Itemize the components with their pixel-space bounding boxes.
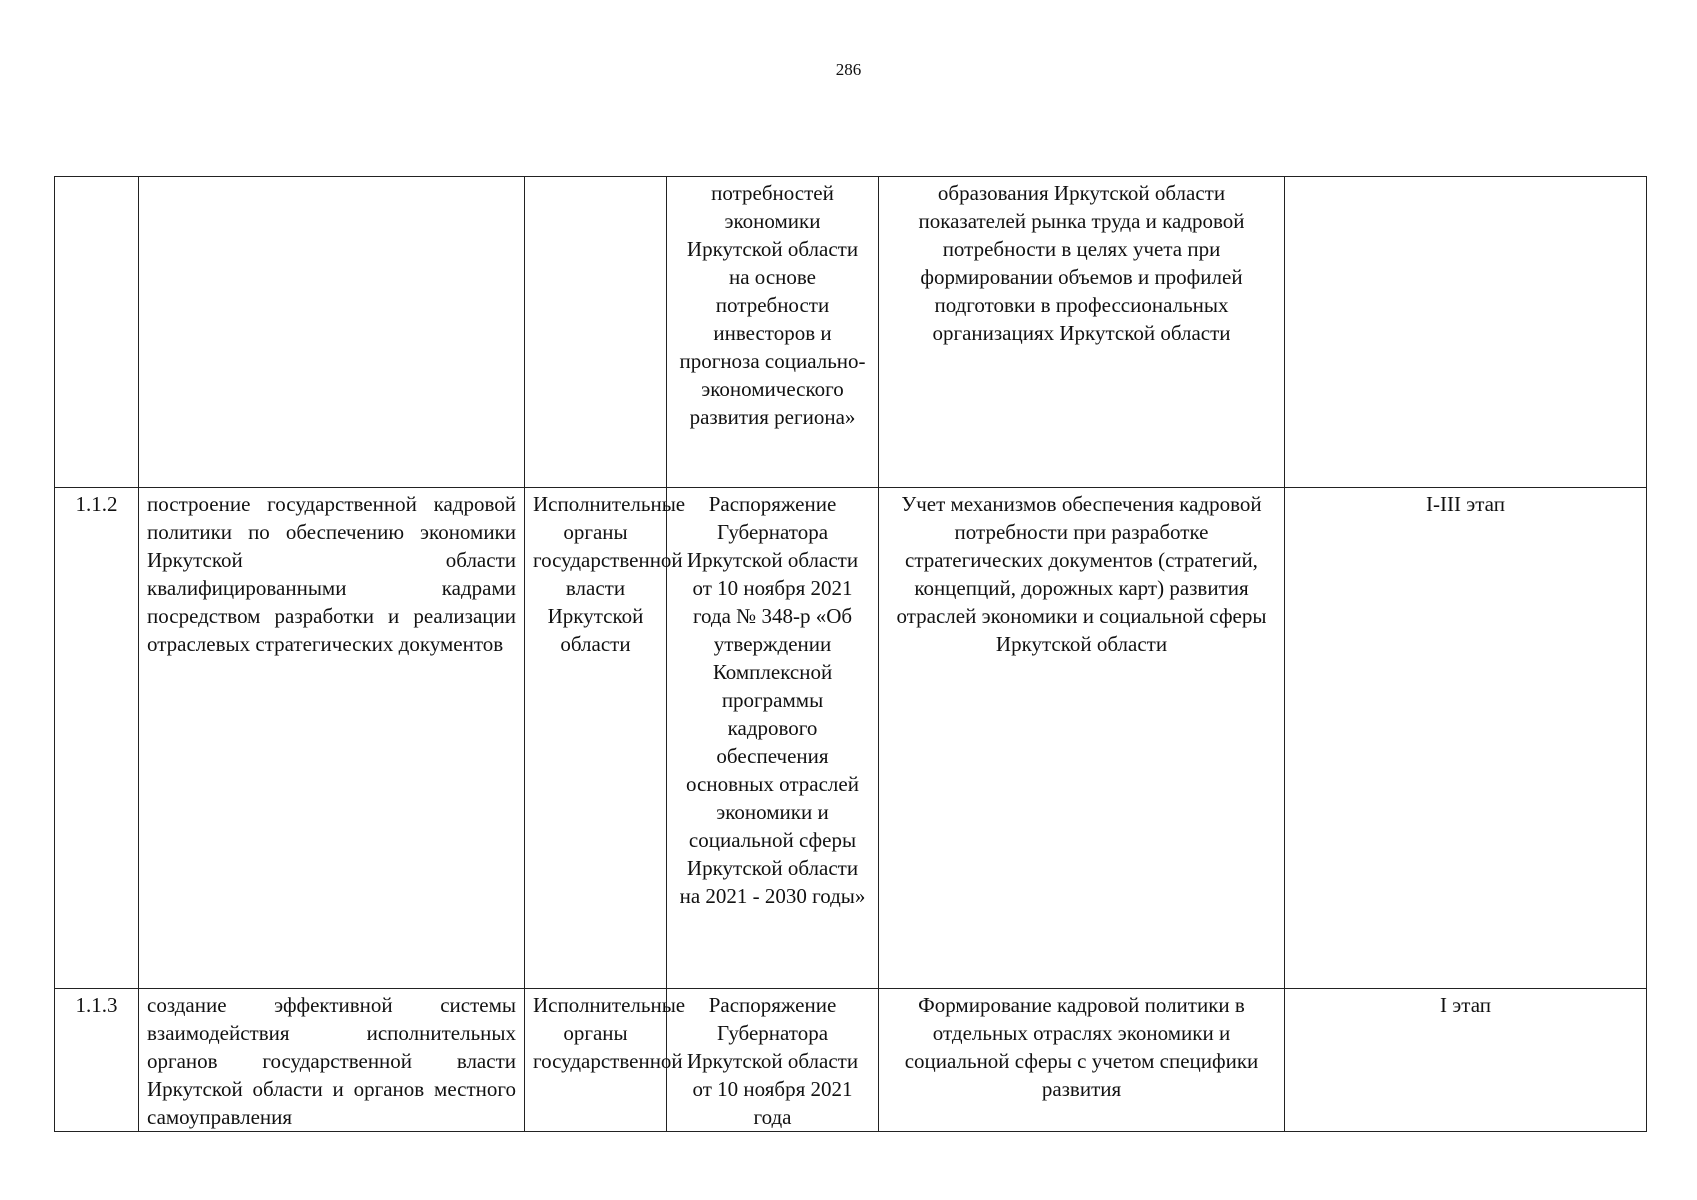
cell-executors: Исполнительные органы государственной власти Иркутской области [525,488,667,989]
cell-stage: I этап [1285,989,1647,1132]
table-row [55,989,1647,1132]
cell-stage: I-III этап [1285,488,1647,989]
page-number: 286 [835,60,862,79]
cell-executors [525,177,667,488]
cell-number: 1.1.3 [55,989,139,1132]
cell-stage [1285,177,1647,488]
cell-normative-document: Распоряжение Губернатора Иркутской области от 10 ноября 2021 года № 348-р «Об утверждении Комплексной программы кадрового обеспечения основных отраслей экономики и социальной сферы Иркутской области на 2021 - 2030 годы» [667,488,879,989]
cell-normative-document: Распоряжение Губернатора Иркутской области от 10 ноября 2021 года [667,989,879,1132]
cell-measure-description: построение государственной кадровой политики по обеспечению экономики Иркутской области квалифицированными кадрами посредством разработки и реализации отраслевых стратегических документов [139,488,525,989]
cell-normative-document: потребностей экономики Иркутской области на основе потребности инвесторов и прогноза социально-экономического развития региона» [667,177,879,488]
cell-measure-description [139,177,525,488]
cell-expected-result: Учет механизмов обеспечения кадровой потребности при разработке стратегических документов (стратегий, концепций, дорожных карт) развития отраслей экономики и социальной сферы Иркутской области [879,488,1285,989]
cell-executors: Исполнительные органы государственной [525,989,667,1132]
table-row [55,488,1647,989]
measures-table [54,176,1647,1132]
cell-number [55,177,139,488]
cell-number: 1.1.2 [55,488,139,989]
cell-expected-result: Формирование кадровой политики в отдельных отраслях экономики и социальной сферы с учетом специфики развития [879,989,1285,1132]
cell-expected-result: образования Иркутской области показателей рынка труда и кадровой потребности в целях учета при формировании объемов и профилей подготовки в профессиональных организациях Иркутской области [879,177,1285,488]
cell-measure-description: создание эффективной системы взаимодействия исполнительных органов государственной власти Иркутской области и органов местного самоуправления [139,989,525,1132]
table-row [55,177,1647,488]
